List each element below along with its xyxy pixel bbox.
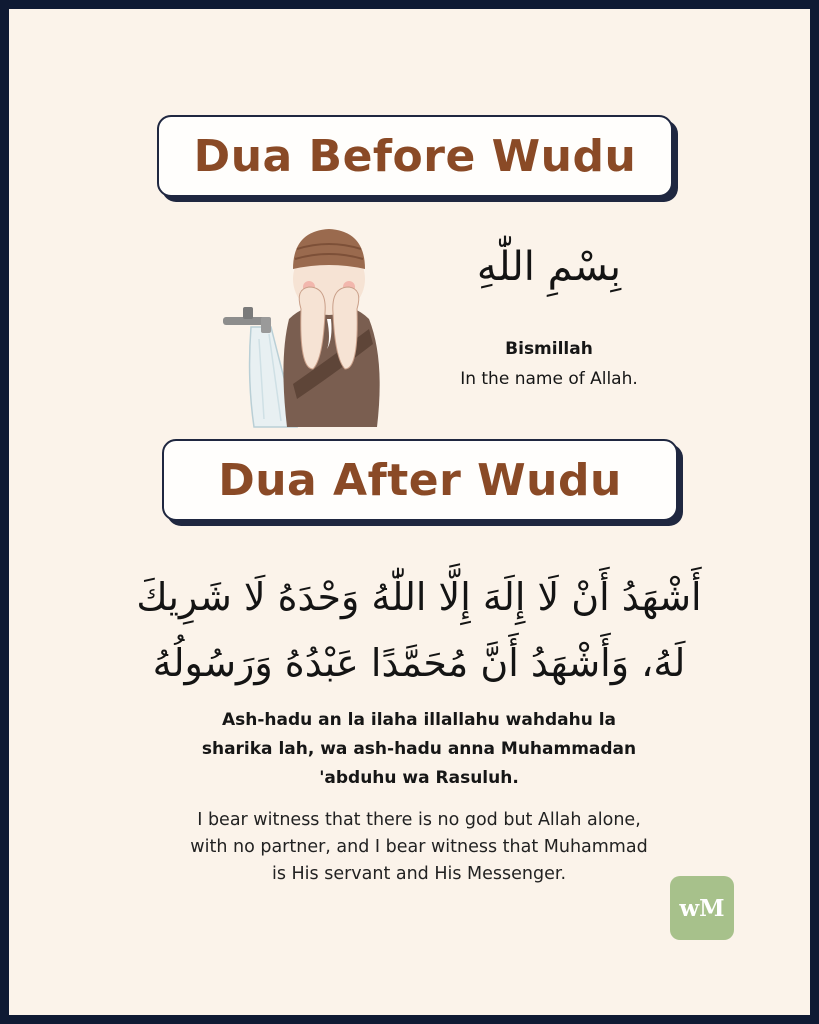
- dua-after-title-card: [162, 439, 678, 521]
- brand-logo: [670, 876, 734, 940]
- page: [9, 9, 810, 1015]
- dua-after-transliteration: [189, 706, 649, 793]
- translation-line: with no partner, and I bear witness that Muhammad: [190, 837, 648, 857]
- transliteration-line: 'abduhu wa Rasuluh.: [319, 768, 519, 788]
- transliteration-line: sharika lah, wa ash-hadu anna Muhammadan: [201, 739, 637, 759]
- bismillah-translation: In the name of Allah.: [460, 369, 638, 389]
- transliteration-line: Ash-hadu an la ilaha illallahu wahdahu la: [221, 710, 617, 730]
- translation-line: I bear witness that there is no god but Allah alone,: [197, 810, 641, 830]
- dua-after-arabic-line: لَهُ، وَأَشْهَدُ أَنَّ مُحَمَّدًا عَبْدُهُ وَرَسُولُهُ: [152, 641, 686, 685]
- dua-before-title: Dua Before Wudu: [193, 130, 637, 182]
- dua-before-title-card: [157, 115, 673, 197]
- dua-after-arabic: [129, 564, 709, 696]
- dua-after-title: Dua After Wudu: [218, 454, 622, 506]
- boy-wudu-illustration: [209, 209, 389, 429]
- brand-logo-text: wM: [679, 894, 725, 922]
- dua-after-arabic-line: أَشْهَدُ أَنْ لَا إِلَهَ إِلَّا اللّٰهُ وَحْدَهُ لَا شَرِيكَ: [136, 575, 702, 619]
- dua-after-translation: [159, 807, 679, 888]
- translation-line: is His servant and His Messenger.: [271, 864, 567, 884]
- bismillah-transliteration: Bismillah: [505, 339, 593, 359]
- bismillah-arabic: بِسْمِ اللّٰهِ: [476, 244, 622, 290]
